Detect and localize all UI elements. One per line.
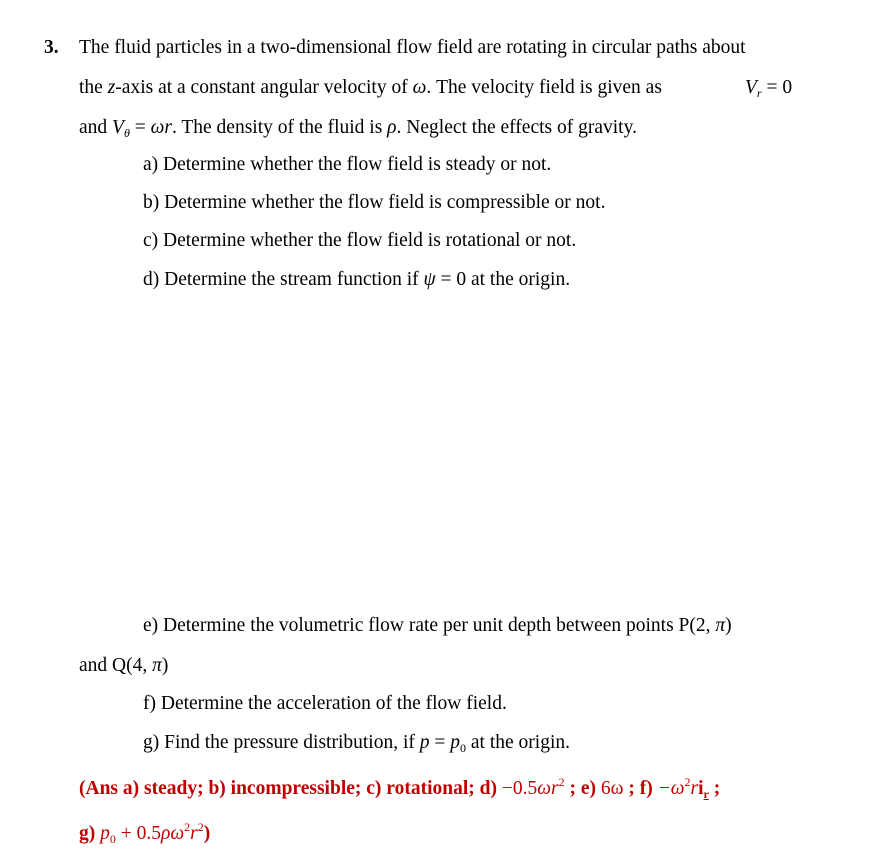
answer-e-value: 6ω <box>600 778 624 799</box>
part-e-text: ) <box>725 615 732 636</box>
problem-text: -axis at a constant angular velocity of <box>115 77 413 98</box>
part-f: f) Determine the acceleration of the flow field. <box>143 693 507 714</box>
part-e <box>143 614 732 638</box>
part-c: c) Determine whether the flow field is rotational or not. <box>143 230 577 251</box>
part-d <box>143 268 570 292</box>
answer-line-2 <box>79 815 210 851</box>
pi-symbol: π <box>152 655 162 676</box>
part-g-text: g) Find the pressure distribution, if <box>143 732 420 753</box>
part-d-text: = 0 at the origin. <box>435 269 571 290</box>
v-symbol: V <box>745 77 757 98</box>
answer-g-p: p <box>100 823 110 844</box>
v-symbol: V <box>112 117 124 138</box>
answer-d-expr: ωr <box>537 778 559 799</box>
answer-text: ; e) <box>564 778 601 799</box>
zero-subscript: 0 <box>460 741 467 755</box>
answer-f-r: r <box>690 778 699 799</box>
equals-zero: = 0 <box>761 77 793 98</box>
answer-g-rho-omega: ρω <box>161 823 185 844</box>
answer-text: ; <box>708 778 721 799</box>
answer-text: (Ans a) steady; b) incompressible; c) rotational; d) <box>79 778 502 799</box>
answer-d-coef: −0.5 <box>501 778 538 799</box>
problem-text: . Neglect the effects of gravity. <box>396 117 637 138</box>
equals-sign: = <box>129 117 151 138</box>
answer-g-p-sub: 0 <box>109 832 116 846</box>
answer-f-omega: −ω <box>657 778 685 799</box>
answer-line-1 <box>79 770 720 806</box>
problem-text: and <box>79 117 113 138</box>
answer-g-coef: + 0.5 <box>115 823 161 844</box>
part-e-text: and Q(4, <box>79 655 153 676</box>
problem-text: . The velocity field is given as <box>426 77 662 98</box>
problem-text: the <box>79 77 108 98</box>
answer-f-unit-sub: r <box>703 787 709 801</box>
answer-g-r: r <box>190 823 198 844</box>
answer-f-exponent: 2 <box>684 775 691 789</box>
part-e-continued <box>79 654 168 678</box>
problem-line-3 <box>79 116 637 145</box>
p0-symbol: p <box>450 732 461 753</box>
problem-line-2 <box>79 76 662 100</box>
part-a: a) Determine whether the flow field is steady or not. <box>143 154 552 175</box>
part-e-text: ) <box>161 655 169 676</box>
answer-text: g) <box>79 823 101 844</box>
p-symbol: p <box>419 732 430 753</box>
equals-sign: = <box>429 732 451 753</box>
psi-symbol: ψ <box>423 269 436 290</box>
part-d-text: d) Determine the stream function if <box>143 269 424 290</box>
answer-text: ; f) <box>623 778 658 799</box>
vr-equation <box>745 76 792 105</box>
rho-symbol: ρ <box>387 117 397 138</box>
problem-number: 3. <box>44 37 59 58</box>
theta-subscript: θ <box>123 126 130 140</box>
part-g-text: at the origin. <box>466 732 570 753</box>
answer-g-exponent: 2 <box>197 820 204 834</box>
problem-text-line1: The fluid particles in a two-dimensional flow field are rotating in circular paths about <box>79 37 746 58</box>
part-e-text: e) Determine the volumetric flow rate per unit depth between points P(2, <box>143 615 716 636</box>
z-symbol: z <box>107 77 116 98</box>
r-subscript: r <box>756 86 762 100</box>
answer-f-unit-vector: i <box>698 778 704 799</box>
pi-symbol: π <box>715 615 726 636</box>
answer-text: ) <box>203 823 211 844</box>
answer-g-exponent: 2 <box>184 820 191 834</box>
answer-d-exponent: 2 <box>558 775 565 789</box>
omega-symbol: ω <box>412 77 427 98</box>
part-g <box>143 731 570 760</box>
part-b: b) Determine whether the flow field is compressible or not. <box>143 192 606 213</box>
omega-r-expression: ωr <box>150 117 172 138</box>
problem-text: . The density of the fluid is <box>171 117 388 138</box>
